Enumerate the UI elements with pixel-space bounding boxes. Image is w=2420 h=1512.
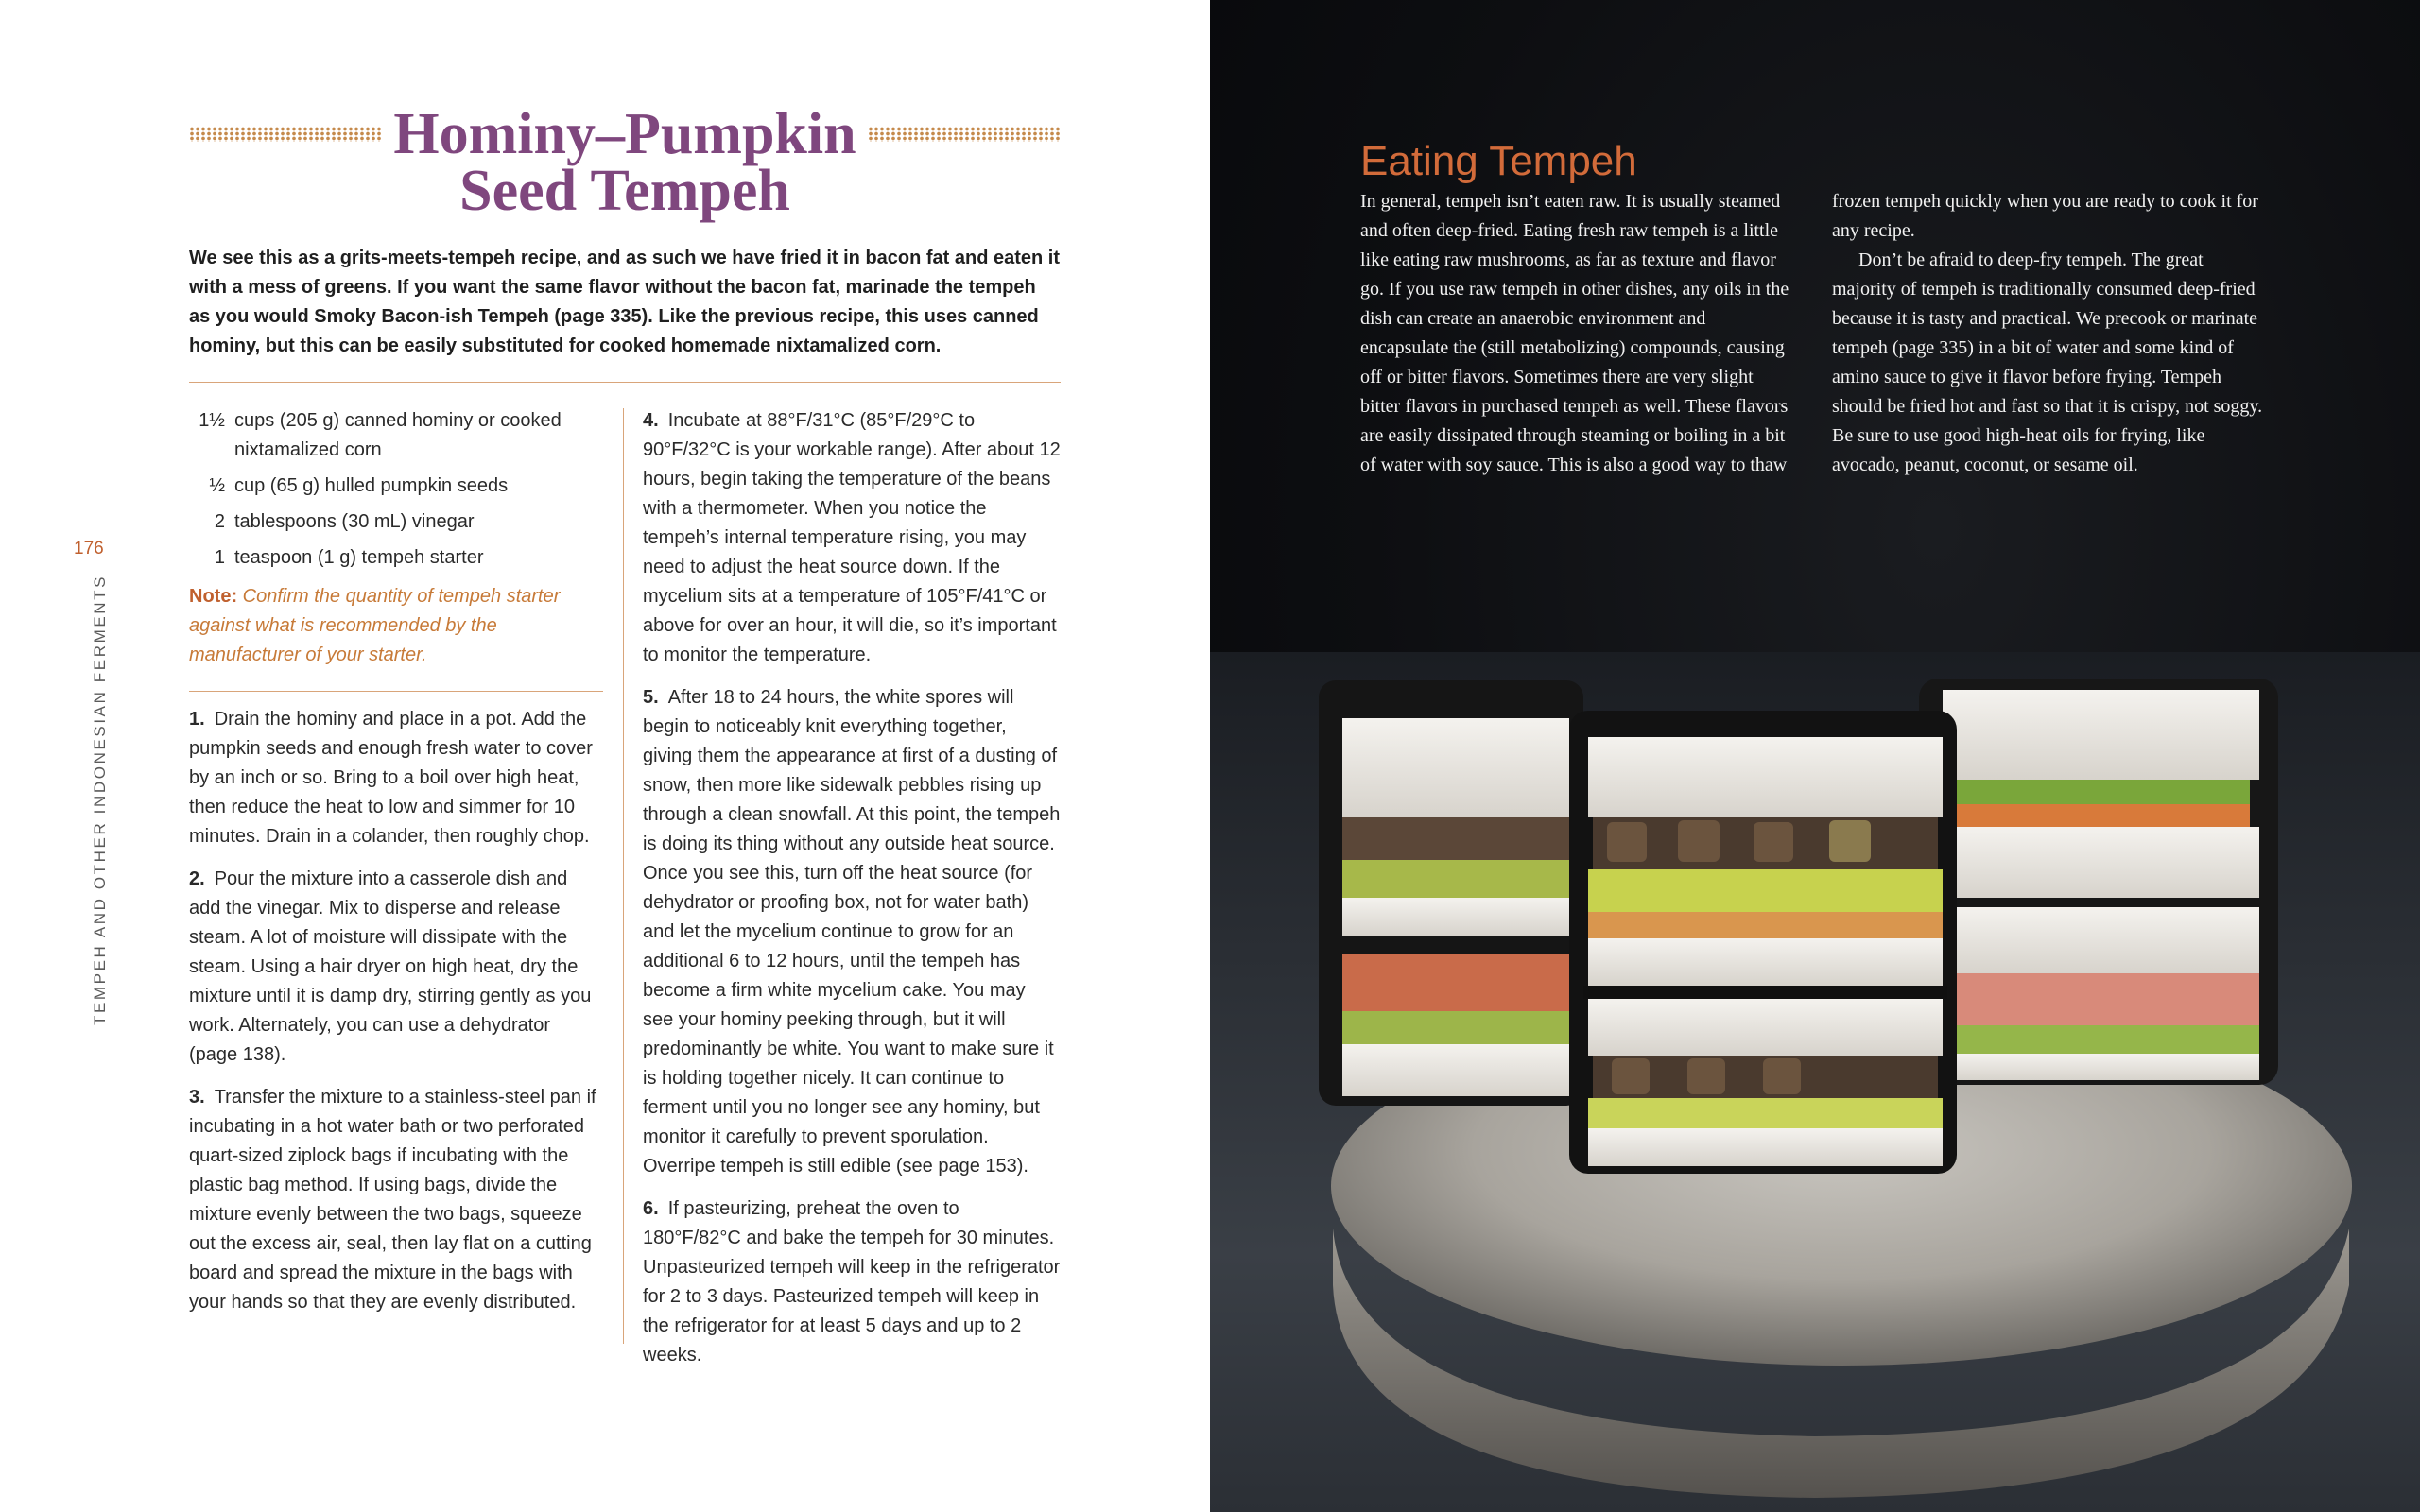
ingredient-list [189,406,603,573]
step-number: 5. [643,687,659,708]
sidebar-paragraph-2: Don’t be afraid to deep-fry tempeh. The great majority of tempeh is traditionally consumed deep-fried because it is tasty and practical. We precook or marinate tempeh (page 335) in a bit of water and some kind of amino sauce to give it flavor before frying. Tempeh should be fried hot and fast so that it is crispy, not soggy. Be sure to use good high-heat oils for frying, like avocado, peanut, coconut, or sesame oil. [1832,249,2263,475]
step-1 [189,705,603,851]
ingredient-item [189,507,603,537]
step-4 [643,406,1061,670]
page-number: 176 [74,539,104,558]
step-3 [189,1083,603,1317]
sandwich-back-left [1319,680,1583,1106]
ingredient-text: teaspoon (1 g) tempeh starter [234,547,484,568]
step-text: Incubate at 88°F/31°C (85°F/29°C to 90°F/32°C is your workable range). After about 12 hours, begin taking the temperature of the beans with a thermometer. When you notice the tempeh’s internal temperature rising, you may need to adjust the heat source down. If the mycelium sits at a temperature of 105°F/41°C or above for over an hour, it will die, so it’s important to monitor the temperature. [643,410,1061,665]
step-6 [643,1194,1061,1370]
column-divider [623,408,624,1344]
intro-divider [189,382,1061,383]
title-line-2: Seed Tempeh [459,159,790,223]
sandwich-back-right [1919,679,2278,1085]
left-column [189,406,603,1331]
step-5 [643,683,1061,1181]
ingredient-qty: 2 [214,511,225,532]
note-label: Note: [189,586,238,607]
sidebar-title: Eating Tempeh [1360,138,1637,184]
recipe-intro: We see this as a grits-meets-tempeh recipe, and as such we have fried it in bacon fat and eaten it with a mess of greens. If you want the same flavor without the bacon fat, marinade the tempeh as you would Smoky Bacon-ish Tempeh (page 335). Like the previous recipe, this uses canned hominy, but this can be easily substituted for cooked homemade nixtamalized corn. [189,248,1061,356]
title-line-1: Hominy–Pumpkin [393,102,856,166]
step-number: 6. [643,1198,659,1219]
step-text: Drain the hominy and place in a pot. Add the pumpkin seeds and enough fresh water to cover by an inch or so. Bring to a boil over high heat, then reduce the heat to low and simmer for 10 minutes. Drain in a colander, then roughly chop. [189,709,593,847]
step-number: 4. [643,410,659,431]
sidebar-text [1360,187,2268,480]
ingredients-divider [189,691,603,692]
ingredient-item [189,472,603,501]
step-text: After 18 to 24 hours, the white spores will begin to noticeably knit everything together, giving them the appearance at first of a dusting of snow, then more like sidewalk pebbles rising up through a clean snowfall. At this point, the tempeh is doing its thing without any outside heat source. Once you see this, turn off the heat source (for dehydrator or proofing box, not for water bath) and let the mycelium continue to grow for an additional 6 to 12 hours, until the tempeh has become a firm white mycelium cake. You may see your hominy peeking through, but it will predominantly be white. You want to make sure it is holding together nicely. It can continue to ferment until you no longer see any hominy, but monitor it carefully to prevent sporulation. Overripe tempeh is still edible (see page 153). [643,687,1061,1177]
starter-note [189,582,603,670]
step-2 [189,865,603,1070]
ingredient-item [189,406,603,465]
step-text: If pasteurizing, preheat the oven to 180°F/82°C and bake the tempeh for 30 minutes. Unpasteurized tempeh will keep in the refrigerator for 2 to 3 days. Pasteurized tempeh will keep in the refrigerator for at least 5 days and up to 2 weeks. [643,1198,1061,1366]
ingredient-qty: 1½ [199,410,225,431]
ingredient-text: cups (205 g) canned hominy or cooked nixtamalized corn [234,410,562,460]
step-text: Transfer the mixture to a stainless-steel pan if incubating in a hot water bath or two perforated quart-sized ziplock bags if incubating with the plastic bag method. If using bags, divide the mixture evenly between the two bags, squeeze out the excess air, seal, then lay flat on a cutting board and spread the mixture in the bags with your hands so that they are evenly distributed. [189,1087,596,1313]
step-number: 1. [189,709,205,730]
right-column [643,406,1061,1383]
step-number: 2. [189,868,205,889]
recipe-title [189,102,1061,223]
ingredient-text: tablespoons (30 mL) vinegar [234,511,475,532]
ingredient-item [189,543,603,573]
step-text: Pour the mixture into a casserole dish and add the vinegar. Mix to disperse and release steam. A lot of moisture will dissipate with the steam. Using a hair dryer on high heat, dry the mixture until it is damp dry, stirring gently as you work. Alternately, you can use a dehydrator (page 138). [189,868,592,1065]
ingredient-qty: 1 [214,547,225,568]
note-text: Confirm the quantity of tempeh starter against what is recommended by the manufacturer of your starter. [189,586,561,665]
title-row [189,102,1061,166]
title-dots-left [189,127,382,142]
ingredient-text: cup (65 g) hulled pumpkin seeds [234,475,509,496]
step-number: 3. [189,1087,205,1108]
sandwich-front-center [1569,711,1957,1174]
running-head: TEMPEH AND OTHER INDONESIAN FERMENTS [91,574,109,1025]
sidebar-paragraph-1: In general, tempeh isn’t eaten raw. It is usually steamed and often deep-fried. Eating fresh raw tempeh is a little like eating raw mushrooms, as far as texture and flavor go. If you use raw tempeh in other dishes, any oils in the dish can create an anaerobic environment and encapsulate the (still metabolizing) compounds, causing off or bitter flavors. Sometimes there are very slight bitter flavors in purchased tempeh as well. These flavors are easily dissipated through steaming or boiling in a bit of water with soy sauce. This is also a good way to thaw frozen tempeh quickly when you are ready to cook it for any recipe. [1360,191,2258,475]
title-dots-right [868,127,1061,142]
ingredient-qty: ½ [209,475,225,496]
photo-page [1210,0,2420,1512]
